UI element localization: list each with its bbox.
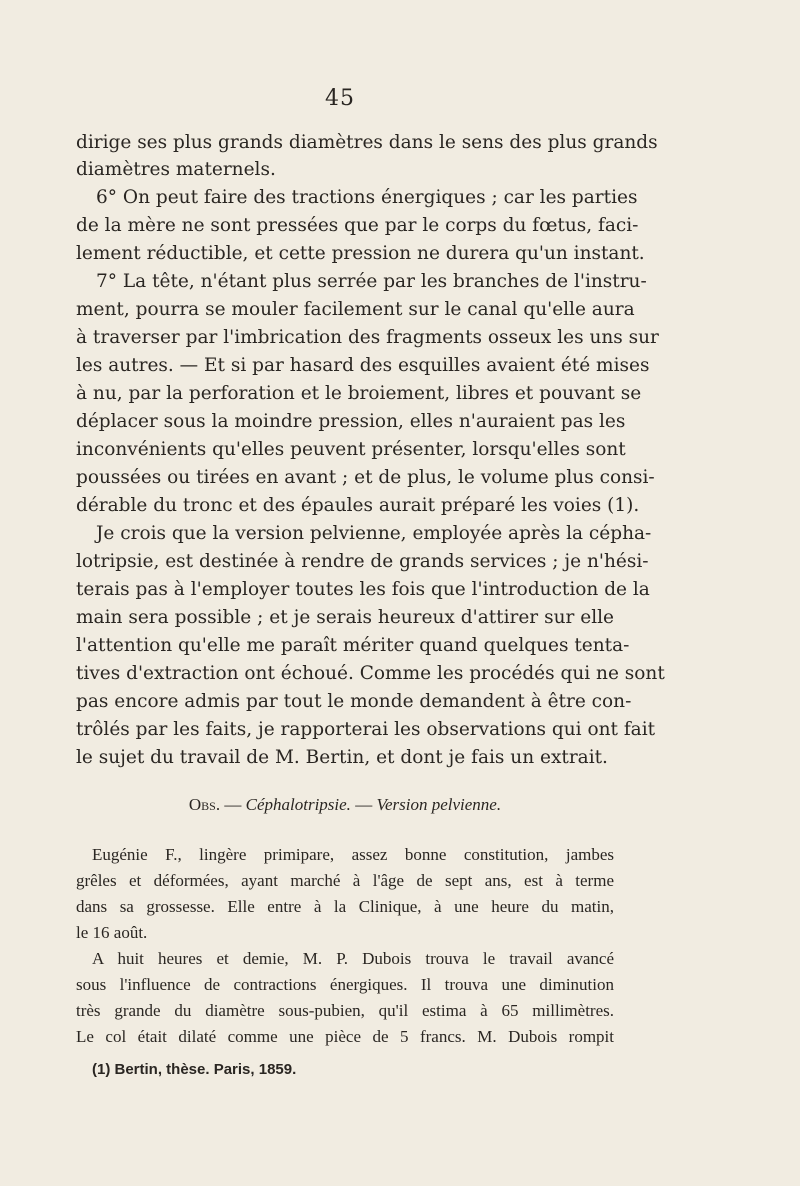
body-line: ment, pourra se mouler facilement sur le canal qu'elle aura [76,299,635,320]
body-line: 6° On peut faire des tractions énergiques ; car les parties [96,187,638,208]
footnote: (1) Bertin, thèse. Paris, 1859. [92,1061,297,1078]
obs-label: Obs. [188,795,221,814]
body-line: inconvénients qu'elles peuvent présenter, lorsqu'elles sont [76,439,626,460]
body-line: lement réductible, et cette pression ne durera qu'un instant. [76,243,645,264]
body-line: pas encore admis par tout le monde demandent à être con- [76,691,632,712]
body-line: les autres. — Et si par hasard des esquilles avaient été mises [76,355,650,376]
observation-line: dans sa grossesse. Elle entre à la Clinique, à une heure du matin, [76,897,614,916]
body-line: l'attention qu'elle me paraît mériter quand quelques tenta- [76,635,630,656]
observation-line: Le col était dilaté comme une pièce de 5 francs. M. Dubois rompit [76,1027,614,1046]
body-line: dirige ses plus grands diamètres dans le sens des plus grands [76,132,658,153]
page-number: 45 [325,86,355,111]
body-line: main sera possible ; et je serais heureux d'attirer sur elle [76,607,614,628]
body-line: terais pas à l'employer toutes les fois que l'introduction de la [76,579,650,600]
body-line: trôlés par les faits, je rapporterai les observations qui ont fait [76,719,656,740]
body-line: déplacer sous la moindre pression, elles n'auraient pas les [76,411,626,432]
observation-line: le 16 août. [76,923,148,942]
body-line: à traverser par l'imbrication des fragments osseux les uns sur [76,327,659,348]
body-line: dérable du tronc et des épaules aurait préparé les voies (1). [76,495,640,516]
body-line: diamètres maternels. [76,159,276,180]
body-line: à nu, par la perforation et le broiement, libres et pouvant se [76,383,642,404]
body-line: le sujet du travail de M. Bertin, et dont je fais un extrait. [76,747,608,768]
body-line: de la mère ne sont pressées que par le corps du fœtus, faci- [76,215,639,236]
observation-line: grêles et déformées, ayant marché à l'âge de sept ans, est à terme [76,871,614,890]
heading-separator: — [350,795,377,814]
heading-title-1: Céphalotripsie. [245,795,351,814]
observation-line: A huit heures et demie, M. P. Dubois trouva le travail avancé [92,949,614,968]
observation-line: Eugénie F., lingère primipare, assez bonne constitution, jambes [92,845,614,864]
body-line: Je crois que la version pelvienne, employée après la cépha- [96,523,652,544]
body-line: lotripsie, est destinée à rendre de grands services ; je n'hési- [76,551,649,572]
observation-heading [0,792,690,818]
body-line: poussées ou tirées en avant ; et de plus, le volume plus consi- [76,467,655,488]
observation-line: sous l'influence de contractions énergiques. Il trouva une diminution [76,975,614,994]
body-line: tives d'extraction ont échoué. Comme les procédés qui ne sont [76,663,665,684]
body-line: 7° La tête, n'étant plus serrée par les branches de l'instru- [96,271,647,292]
heading-separator: — [220,795,246,814]
heading-title-2: Version pelvienne. [376,795,502,814]
observation-line: très grande du diamètre sous-pubien, qu'il estima à 65 millimètres. [76,1001,614,1020]
